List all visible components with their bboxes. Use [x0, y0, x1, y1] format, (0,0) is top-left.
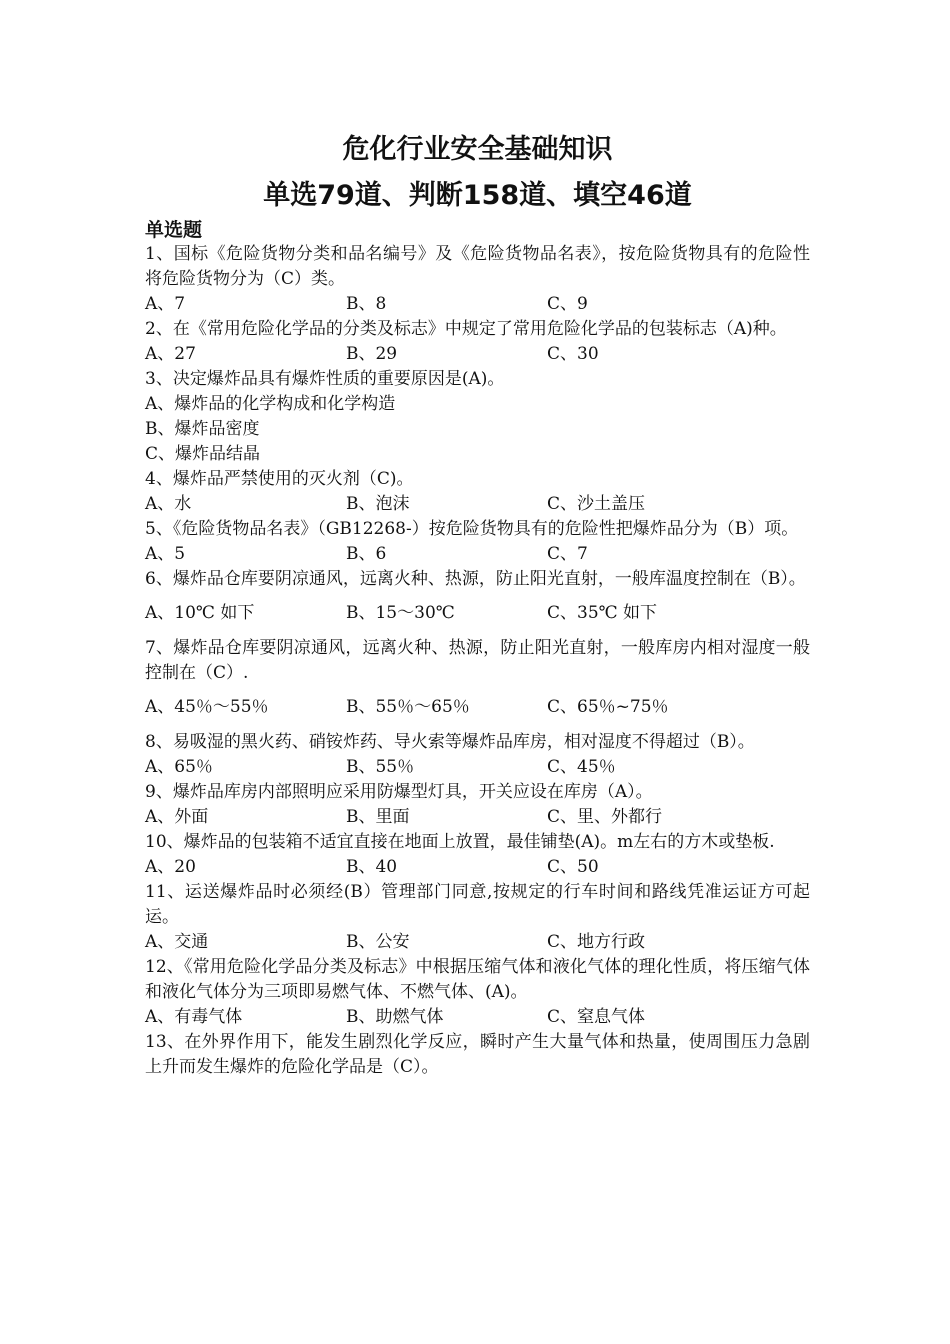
option-c: C、7 [547, 544, 588, 564]
option-a: A、27 [145, 344, 196, 364]
question-4: 4、爆炸品严禁使用的灭火剂（C)。 [145, 469, 414, 489]
option-a: A、水 [145, 494, 192, 514]
options-9 [145, 805, 810, 830]
option-a: A、交通 [145, 932, 209, 952]
option-c: C、窒息气体 [547, 1007, 646, 1027]
option-c: C、50 [547, 857, 599, 877]
option-c: C、65％~75％ [547, 697, 669, 717]
options-12 [145, 1005, 810, 1030]
options-8 [145, 755, 810, 780]
option-b: B、40 [346, 857, 398, 877]
option-c: C、35℃ 如下 [547, 603, 658, 623]
option-a: A、7 [145, 294, 186, 314]
options-6 [145, 601, 810, 626]
option-b: B、6 [346, 544, 387, 564]
option-a: A、外面 [145, 807, 209, 827]
section-heading: 单选题 [145, 219, 203, 241]
option-c: C、地方行政 [547, 932, 646, 952]
question-9: 9、爆炸品库房内部照明应采用防爆型灯具，开关应设在库房（A）。 [145, 782, 653, 802]
option-b: B、助燃气体 [346, 1007, 444, 1027]
question-3: 3、决定爆炸品具有爆炸性质的重要原因是(A)。 [145, 369, 505, 389]
question-1: 1、国标《危险货物分类和品名编号》及《危险货物品名表》，按危险货物具有的危险性将危险货物分为（C）类。 [145, 244, 810, 289]
document-page [145, 132, 810, 1080]
option-a: A、爆炸品的化学构成和化学构造 [145, 394, 396, 414]
option-b: B、泡沫 [346, 494, 410, 514]
options-5 [145, 542, 810, 567]
option-c: C、30 [547, 344, 599, 364]
option-c: C、沙土盖压 [547, 494, 646, 514]
question-11: 11、运送爆炸品时必须经(B）管理部门同意,按规定的行车时间和路线凭准运证方可起运。 [145, 882, 810, 927]
option-c: C、9 [547, 294, 588, 314]
question-8: 8、易吸湿的黑火药、硝铵炸药、导火索等爆炸品库房，相对湿度不得超过（B）。 [145, 732, 755, 752]
options-1 [145, 292, 810, 317]
options-11 [145, 930, 810, 955]
question-10: 10、爆炸品的包装箱不适宜直接在地面上放置，最佳铺垫(A)。m左右的方木或垫板. [145, 832, 775, 852]
question-6: 6、爆炸品仓库要阴凉通风，远离火种、热源，防止阳光直射，一般库温度控制在（B）。 [145, 569, 806, 589]
option-b: B、爆炸品密度 [145, 419, 260, 439]
option-c: C、爆炸品结晶 [145, 444, 261, 464]
question-7: 7、爆炸品仓库要阴凉通风，远离火种、热源，防止阳光直射，一般库房内相对湿度一般控制在（C）. [145, 638, 810, 683]
document-title: 危化行业安全基础知识 [342, 134, 613, 165]
options-10 [145, 855, 810, 880]
option-b: B、8 [346, 294, 387, 314]
question-12: 12、《常用危险化学品分类及标志》中根据压缩气体和液化气体的理化性质，将压缩气体和液化气体分为三项即易燃气体、不燃气体、(A)。 [145, 957, 810, 1002]
option-a: A、5 [145, 544, 186, 564]
document-subtitle: 单选79道、判断158道、填空46道 [263, 180, 692, 211]
option-a: A、20 [145, 857, 196, 877]
option-b: B、公安 [346, 932, 410, 952]
options-7 [145, 695, 810, 720]
option-b: B、29 [346, 344, 398, 364]
option-a: A、65％ [145, 757, 213, 777]
option-b: B、里面 [346, 807, 410, 827]
option-a: A、有毒气体 [145, 1007, 243, 1027]
options-2 [145, 342, 810, 367]
question-5: 5、《危险货物品名表》（GB12268-）按危险货物具有的危险性把爆炸品分为（B）项。 [145, 519, 799, 539]
question-13: 13、在外界作用下，能发生剧烈化学反应，瞬时产生大量气体和热量，使周围压力急剧上升而发生爆炸的危险化学品是（C）。 [145, 1032, 810, 1077]
option-b: B、15～30℃ [346, 603, 455, 623]
option-c: C、里、外都行 [547, 807, 663, 827]
question-2: 2、在《常用危险化学品的分类及标志》中规定了常用危险化学品的包装标志（A)种。 [145, 319, 787, 339]
options-4 [145, 492, 810, 517]
option-b: B、55％ [346, 757, 415, 777]
option-a: A、10℃ 如下 [145, 603, 255, 623]
option-c: C、45％ [547, 757, 616, 777]
option-a: A、45％～55％ [145, 697, 269, 717]
option-b: B、55％～65％ [346, 697, 470, 717]
